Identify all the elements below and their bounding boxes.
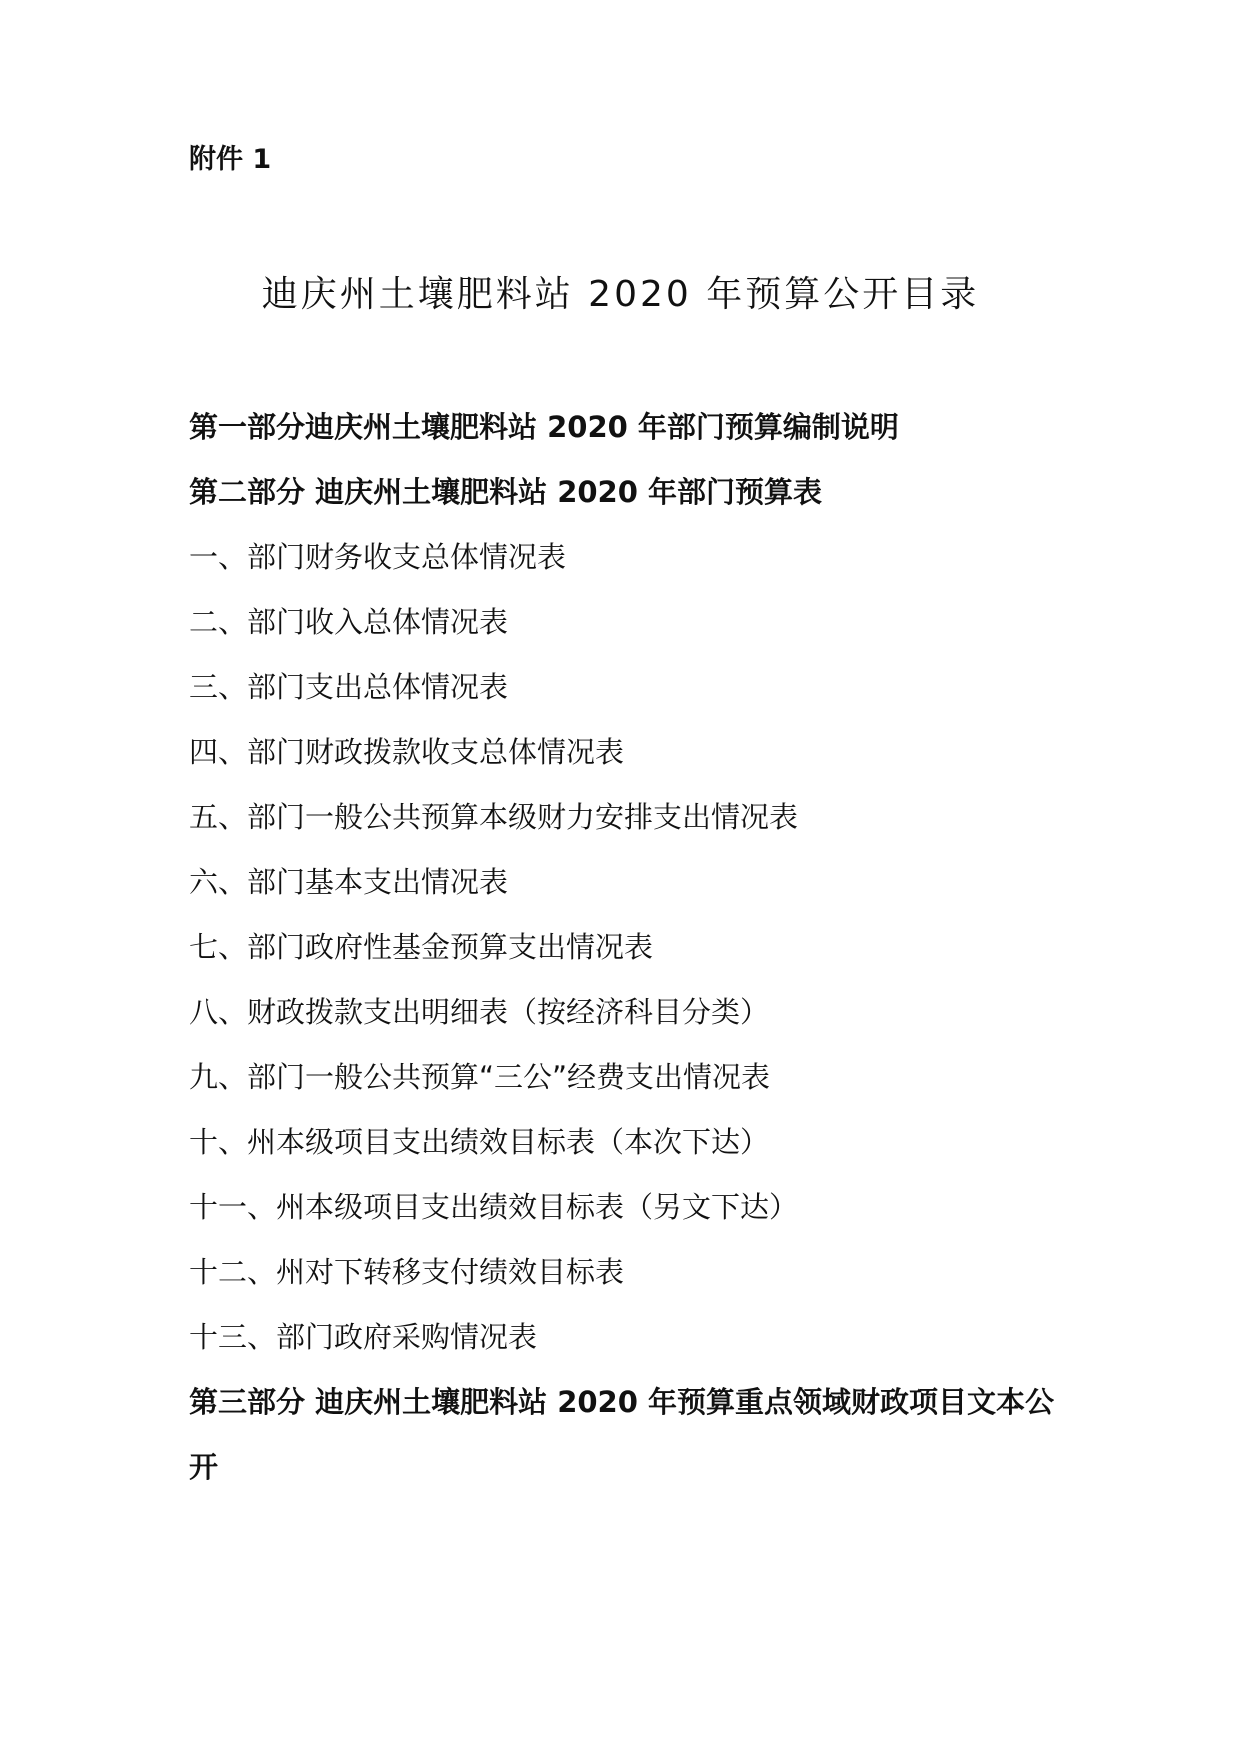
- toc-item: 六、部门基本支出情况表: [189, 865, 509, 899]
- toc-part-2: 第二部分 迪庆州土壤肥料站 2020 年部门预算表: [189, 475, 823, 509]
- toc-item: 七、部门政府性基金预算支出情况表: [189, 930, 654, 964]
- document-title: 迪庆州土壤肥料站 2020 年预算公开目录: [261, 274, 980, 315]
- toc-item: 十三、部门政府采购情况表: [189, 1320, 538, 1354]
- toc-item: 一、部门财务收支总体情况表: [189, 540, 567, 574]
- toc-item: 四、部门财政拨款收支总体情况表: [189, 735, 625, 769]
- attachment-label: 附件 1: [189, 144, 272, 175]
- toc-item: 八、财政拨款支出明细表（按经济科目分类）: [189, 995, 770, 1029]
- toc-item: 十一、州本级项目支出绩效目标表（另文下达）: [189, 1190, 799, 1224]
- toc-part-1: 第一部分迪庆州土壤肥料站 2020 年部门预算编制说明: [189, 410, 899, 444]
- table-of-contents: [189, 395, 1069, 1500]
- toc-item: 三、部门支出总体情况表: [189, 670, 509, 704]
- toc-part-3: 第三部分 迪庆州土壤肥料站 2020 年预算重点领域财政项目文本公开: [189, 1385, 1055, 1484]
- toc-item: 九、部门一般公共预算“三公”经费支出情况表: [189, 1060, 771, 1094]
- toc-item: 五、部门一般公共预算本级财力安排支出情况表: [189, 800, 799, 834]
- toc-item: 十二、州对下转移支付绩效目标表: [189, 1255, 625, 1289]
- toc-item: 十、州本级项目支出绩效目标表（本次下达）: [189, 1125, 770, 1159]
- toc-item: 二、部门收入总体情况表: [189, 605, 509, 639]
